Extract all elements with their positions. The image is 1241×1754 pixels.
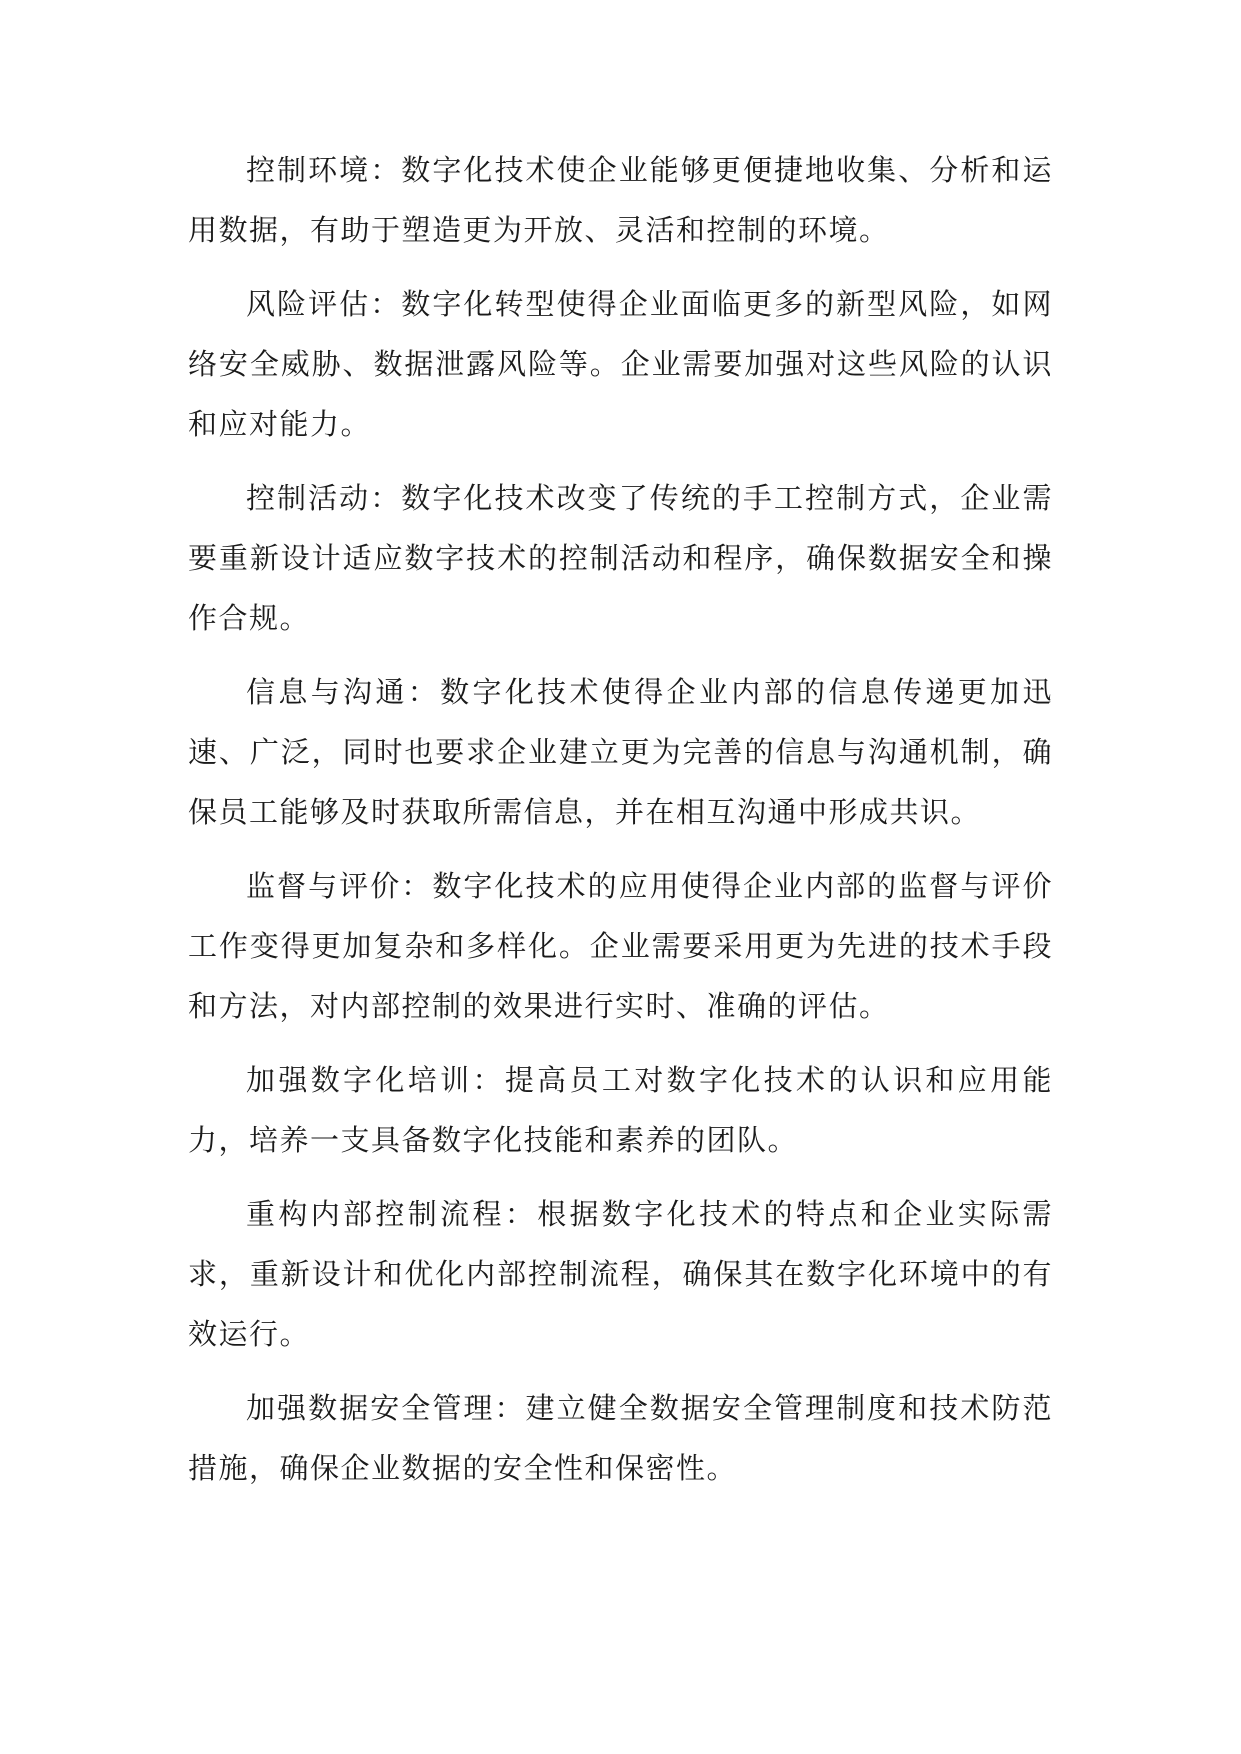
paragraph-heading: 信息与沟通：: [246, 675, 441, 709]
paragraph-digital-training: [188, 1050, 1053, 1170]
paragraph-monitoring-evaluation: [188, 856, 1053, 1036]
paragraph-data-security: [188, 1378, 1053, 1498]
paragraph-heading: 控制环境：: [246, 153, 402, 187]
paragraph-text: 建立健全数据安全管理制度和技术防范措施，确保企业数据的安全性和保密性。: [188, 1391, 1053, 1485]
paragraph-heading: 加强数据安全管理：: [246, 1391, 526, 1425]
paragraph-control-activities: [188, 468, 1053, 648]
paragraph-information-communication: [188, 662, 1053, 842]
paragraph-restructure-process: [188, 1184, 1053, 1364]
paragraph-text: 数字化技术使得企业内部的信息传递更加迅速、广泛，同时也要求企业建立更为完善的信息与沟通机制，确保员工能够及时获取所需信息，并在相互沟通中形成共识。: [188, 675, 1053, 829]
paragraph-risk-assessment: [188, 274, 1053, 454]
paragraph-text: 提高员工对数字化技术的认识和应用能力，培养一支具备数字化技能和素养的团队。: [188, 1063, 1053, 1157]
paragraph-text: 根据数字化技术的特点和企业实际需求，重新设计和优化内部控制流程，确保其在数字化环境中的有效运行。: [188, 1197, 1053, 1351]
paragraph-heading: 监督与评价：: [246, 869, 433, 903]
paragraph-heading: 控制活动：: [246, 481, 402, 515]
paragraph-heading: 风险评估：: [246, 287, 402, 321]
paragraph-heading: 加强数字化培训：: [246, 1063, 505, 1097]
paragraph-text: 数字化技术改变了传统的手工控制方式，企业需要重新设计适应数字技术的控制活动和程序，确保数据安全和操作合规。: [188, 481, 1053, 635]
paragraph-text: 数字化技术使企业能够更便捷地收集、分析和运用数据，有助于塑造更为开放、灵活和控制的环境。: [188, 153, 1053, 247]
paragraph-heading: 重构内部控制流程：: [246, 1197, 538, 1231]
paragraph-text: 数字化转型使得企业面临更多的新型风险，如网络安全威胁、数据泄露风险等。企业需要加强对这些风险的认识和应对能力。: [188, 287, 1053, 441]
document-body: [188, 140, 1053, 1512]
paragraph-control-environment: [188, 140, 1053, 260]
paragraph-text: 数字化技术的应用使得企业内部的监督与评价工作变得更加复杂和多样化。企业需要采用更为先进的技术手段和方法，对内部控制的效果进行实时、准确的评估。: [188, 869, 1053, 1023]
